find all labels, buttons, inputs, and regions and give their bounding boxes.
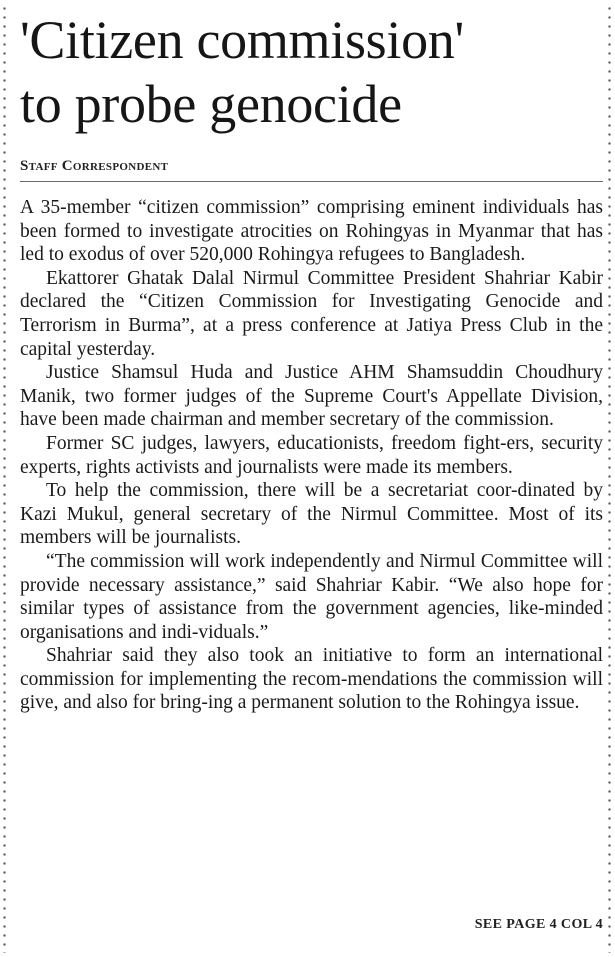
article-body [20,196,603,715]
body-paragraph: Shahriar said they also took an initiative to form an international commission for implementing the recom-mendations the commission will give, and also for bring-ing a permanent solution to the Rohingya issue. [20,645,603,714]
continuation-note: SEE PAGE 4 COL 4 [474,917,603,932]
body-paragraph: A 35-member “citizen commission” comprising eminent individuals has been formed to investigate atrocities on Rohingyas in Myanmar that has led to exodus of over 520,000 Rohingya refugees to Bangladesh. [20,197,603,266]
headline [20,8,603,136]
body-paragraph: Former SC judges, lawyers, educationists, freedom fight-ers, security experts, rights activists and journalists were made its members. [20,432,603,478]
body-paragraph: To help the commission, there will be a secretariat coor-dinated by Kazi Mukul, general secretary of the Nirmul Committee. Most of its members will be journalists. [20,480,603,549]
headline-line-2: to probe genocide [20,74,402,134]
byline-divider [20,181,603,182]
body-paragraph: Ekattorer Ghatak Dalal Nirmul Committee President Shahriar Kabir declared the “Citizen Commission for Investigating Genocide and Terrorism in Burma”, at a press conference at Jatiya Press Club in the capital yesterday. [20,267,603,360]
headline-line-1: 'Citizen commission' [20,10,464,70]
column-border-left [3,4,6,953]
body-paragraph: Justice Shamsul Huda and Justice AHM Shamsuddin Choudhury Manik, two former judges of the Supreme Court's Appellate Division, have been made chairman and member secretary of the commission. [20,362,603,431]
column-border-right [608,4,611,953]
body-paragraph: “The commission will work independently and Nirmul Committee will provide necessary assistance,” said Shahriar Kabir. “We also hope for similar types of assistance from the government agencies, like-minded organisations and indi-viduals.” [20,550,603,643]
byline: Staff Correspondent [20,158,169,174]
news-article [20,8,603,715]
